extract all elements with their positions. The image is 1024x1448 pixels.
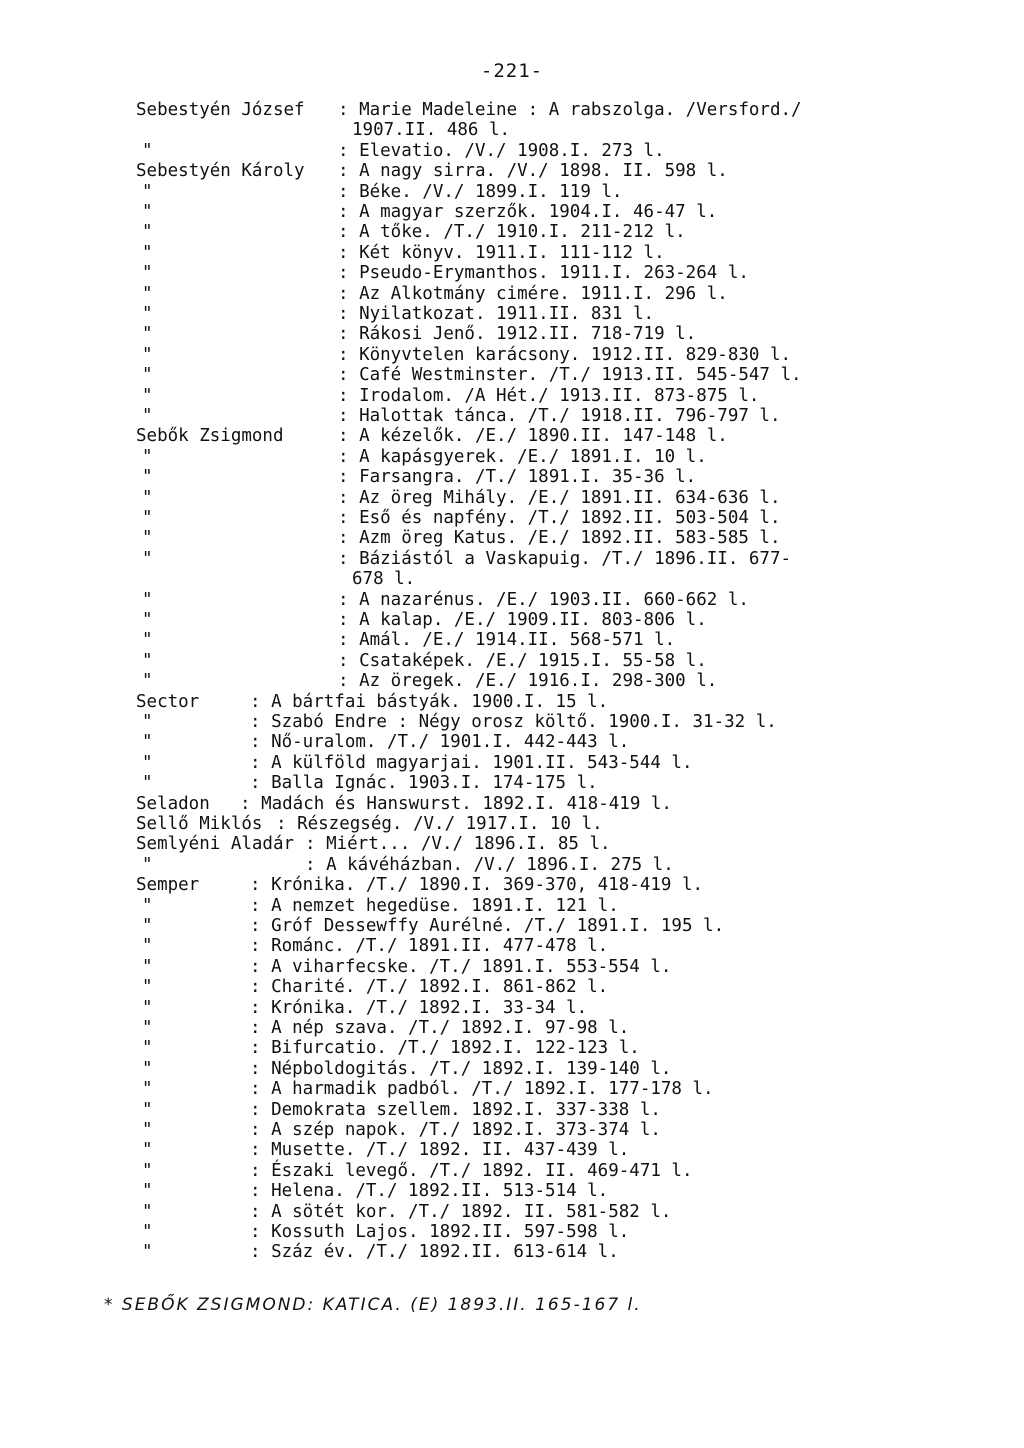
entry-text: 678 l. (352, 569, 416, 590)
author-name: Sebők Zsigmond (136, 426, 284, 447)
entry-text: : Musette. /T./ 1892. II. 437-439 l. (250, 1140, 630, 1161)
ditto-mark: " (142, 508, 153, 528)
entry-text: : Farsangra. /T./ 1891.I. 35-36 l. (338, 467, 697, 488)
entry-text: : Báziástól a Vaskapuig. /T./ 1896.II. 677- (338, 548, 792, 569)
entry-text: : Kossuth Lajos. 1892.II. 597-598 l. (250, 1222, 630, 1242)
entry-text: : A kávéházban. /V./ 1896.I. 275 l. (305, 854, 674, 875)
entry-text: : Nő-uralom. /T./ 1901.I. 442-443 l. (250, 732, 630, 753)
ditto-mark: " (142, 1140, 153, 1161)
ditto-mark: " (142, 242, 153, 263)
entry-text: : Az öreg Mihály. /E./ 1891.II. 634-636 l. (338, 487, 781, 508)
entry-text: : Könyvtelen karácsony. 1912.II. 829-830 l. (338, 344, 792, 365)
entry-text: : A kalap. /E./ 1909.II. 803-806 l. (338, 610, 707, 630)
ditto-mark: " (142, 548, 153, 569)
entry-text: : A kapásgyerek. /E./ 1891.I. 10 l. (338, 446, 707, 467)
ditto-mark: " (142, 528, 153, 549)
entry-text: : Madách és Hanswurst. 1892.I. 418-419 l. (240, 793, 672, 814)
ditto-mark: " (142, 712, 153, 732)
entry-text: : A magyar szerzők. 1904.I. 46-47 l. (338, 202, 718, 222)
entry-text: : Balla Ignác. 1903.I. 174-175 l. (250, 773, 598, 794)
entry-text: : Részegség. /V./ 1917.I. 10 l. (276, 814, 603, 834)
entry-text: : Népboldogitás. /T./ 1892.I. 139-140 l. (250, 1058, 672, 1079)
entry-text: : A bártfai bástyák. 1900.I. 15 l. (250, 691, 609, 712)
ditto-mark: " (142, 1120, 153, 1140)
ditto-mark: " (142, 997, 153, 1018)
entry-text: : Elevatio. /V./ 1908.I. 273 l. (338, 140, 665, 161)
entry-text: : Miért... /V./ 1896.I. 85 l. (305, 834, 611, 855)
entry-text: : Az öregek. /E./ 1916.I. 298-300 l. (338, 671, 718, 692)
entry-text: : Gróf Dessewffy Aurélné. /T./ 1891.I. 195 l. (250, 916, 725, 936)
author-name: Sector (136, 691, 200, 712)
entry-text: : A tőke. /T./ 1910.I. 211-212 l. (338, 222, 686, 243)
ditto-mark: " (142, 1160, 153, 1181)
entry-text: : Irodalom. /A Hét./ 1913.II. 873-875 l. (338, 385, 760, 406)
ditto-mark: " (142, 283, 153, 304)
ditto-mark: " (142, 406, 153, 426)
ditto-mark: " (142, 1181, 153, 1202)
entry-text: : Két könyv. 1911.I. 111-112 l. (338, 242, 665, 263)
ditto-mark: " (142, 1222, 153, 1242)
ditto-mark: " (142, 446, 153, 467)
ditto-mark: " (142, 936, 153, 957)
entry-text: 1907.II. 486 l. (352, 120, 511, 141)
entry-text: : Amál. /E./ 1914.II. 568-571 l. (338, 630, 676, 651)
author-name: Sebestyén József (136, 100, 305, 120)
entry-text: : Marie Madeleine : A rabszolga. /Versford./ (338, 100, 802, 120)
ditto-mark: " (142, 1079, 153, 1100)
ditto-mark: " (142, 671, 153, 692)
page-number: -221- (480, 60, 544, 82)
entry-text: : Azm öreg Katus. /E./ 1892.II. 583-585 l. (338, 528, 781, 549)
entry-text: : Rákosi Jenő. 1912.II. 718-719 l. (338, 324, 697, 345)
author-name: Semlyéni Aladár (136, 834, 295, 855)
entry-text: : A sötét kor. /T./ 1892. II. 581-582 l. (250, 1201, 672, 1222)
ditto-mark: " (142, 1201, 153, 1222)
entry-text: : A külföld magyarjai. 1901.II. 543-544 l. (250, 752, 693, 773)
ditto-mark: " (142, 324, 153, 345)
author-name: Semper (136, 875, 200, 896)
entry-text: : A nép szava. /T./ 1892.I. 97-98 l. (250, 1018, 630, 1038)
ditto-mark: " (142, 956, 153, 977)
entry-text: : A nemzet hegedüse. 1891.I. 121 l. (250, 895, 619, 916)
ditto-mark: " (142, 467, 153, 488)
ditto-mark: " (142, 977, 153, 998)
ditto-mark: " (142, 1038, 153, 1059)
entry-text: : Száz év. /T./ 1892.II. 613-614 l. (250, 1242, 619, 1263)
ditto-mark: " (142, 304, 153, 324)
ditto-mark: " (142, 630, 153, 651)
entry-text: : A kézelők. /E./ 1890.II. 147-148 l. (338, 426, 728, 447)
entry-text: : Krónika. /T./ 1892.I. 33-34 l. (250, 997, 588, 1018)
ditto-mark: " (142, 1099, 153, 1120)
author-name: Seladon (136, 793, 210, 814)
author-name: Sellő Miklós (136, 814, 263, 834)
entry-text: : Csataképek. /E./ 1915.I. 55-58 l. (338, 650, 707, 671)
ditto-mark: " (142, 1018, 153, 1038)
ditto-mark: " (142, 487, 153, 508)
ditto-mark: " (142, 181, 153, 202)
entry-text: : Demokrata szellem. 1892.I. 337-338 l. (250, 1099, 661, 1120)
ditto-mark: " (142, 732, 153, 753)
ditto-mark: " (142, 385, 153, 406)
ditto-mark: " (142, 650, 153, 671)
entry-text: : Charité. /T./ 1892.I. 861-862 l. (250, 977, 609, 998)
ditto-mark: " (142, 589, 153, 610)
entry-text: : Pseudo-Erymanthos. 1911.I. 263-264 l. (338, 263, 749, 284)
entry-text: : Béke. /V./ 1899.I. 119 l. (338, 181, 623, 202)
ditto-mark: " (142, 140, 153, 161)
entry-text: : Café Westminster. /T./ 1913.II. 545-547 l. (338, 365, 802, 386)
entry-text: : Eső és napfény. /T./ 1892.II. 503-504 l. (338, 508, 781, 528)
entry-text: : Szabó Endre : Négy orosz költő. 1900.I. 31-32 l. (250, 712, 777, 732)
ditto-mark: " (142, 916, 153, 936)
entry-text: : Bifurcatio. /T./ 1892.I. 122-123 l. (250, 1038, 640, 1059)
ditto-mark: " (142, 365, 153, 386)
ditto-mark: " (142, 202, 153, 222)
entry-text: : A harmadik padból. /T./ 1892.I. 177-178 l. (250, 1079, 714, 1100)
ditto-mark: " (142, 222, 153, 243)
entry-text: : Krónika. /T./ 1890.I. 369-370, 418-419 l. (250, 875, 704, 896)
ditto-mark: " (142, 773, 153, 794)
entry-text: : A szép napok. /T./ 1892.I. 373-374 l. (250, 1120, 661, 1140)
ditto-mark: " (142, 263, 153, 284)
entry-text: : A viharfecske. /T./ 1891.I. 553-554 l. (250, 956, 672, 977)
ditto-mark: " (142, 1242, 153, 1263)
entry-text: : Helena. /T./ 1892.II. 513-514 l. (250, 1181, 609, 1202)
ditto-mark: " (142, 895, 153, 916)
entry-text: : Románc. /T./ 1891.II. 477-478 l. (250, 936, 609, 957)
entry-text: : Északi levegő. /T./ 1892. II. 469-471 l. (250, 1160, 693, 1181)
ditto-mark: " (142, 610, 153, 630)
entry-text: : Nyilatkozat. 1911.II. 831 l. (338, 304, 655, 324)
entry-text: : A nazarénus. /E./ 1903.II. 660-662 l. (338, 589, 749, 610)
entry-text: : A nagy sirra. /V./ 1898. II. 598 l. (338, 161, 728, 182)
ditto-mark: " (142, 1058, 153, 1079)
author-name: Sebestyén Károly (136, 161, 305, 182)
ditto-mark: " (142, 344, 153, 365)
entry-text: : Halottak tánca. /T./ 1918.II. 796-797 l. (338, 406, 781, 426)
ditto-mark: " (142, 752, 153, 773)
handwritten-footnote: * SEBŐK ZSIGMOND: KATICA. (E) 1893.II. 165-167 l. (104, 1295, 642, 1315)
ditto-mark: " (142, 854, 153, 875)
entry-text: : Az Alkotmány cimére. 1911.I. 296 l. (338, 283, 728, 304)
